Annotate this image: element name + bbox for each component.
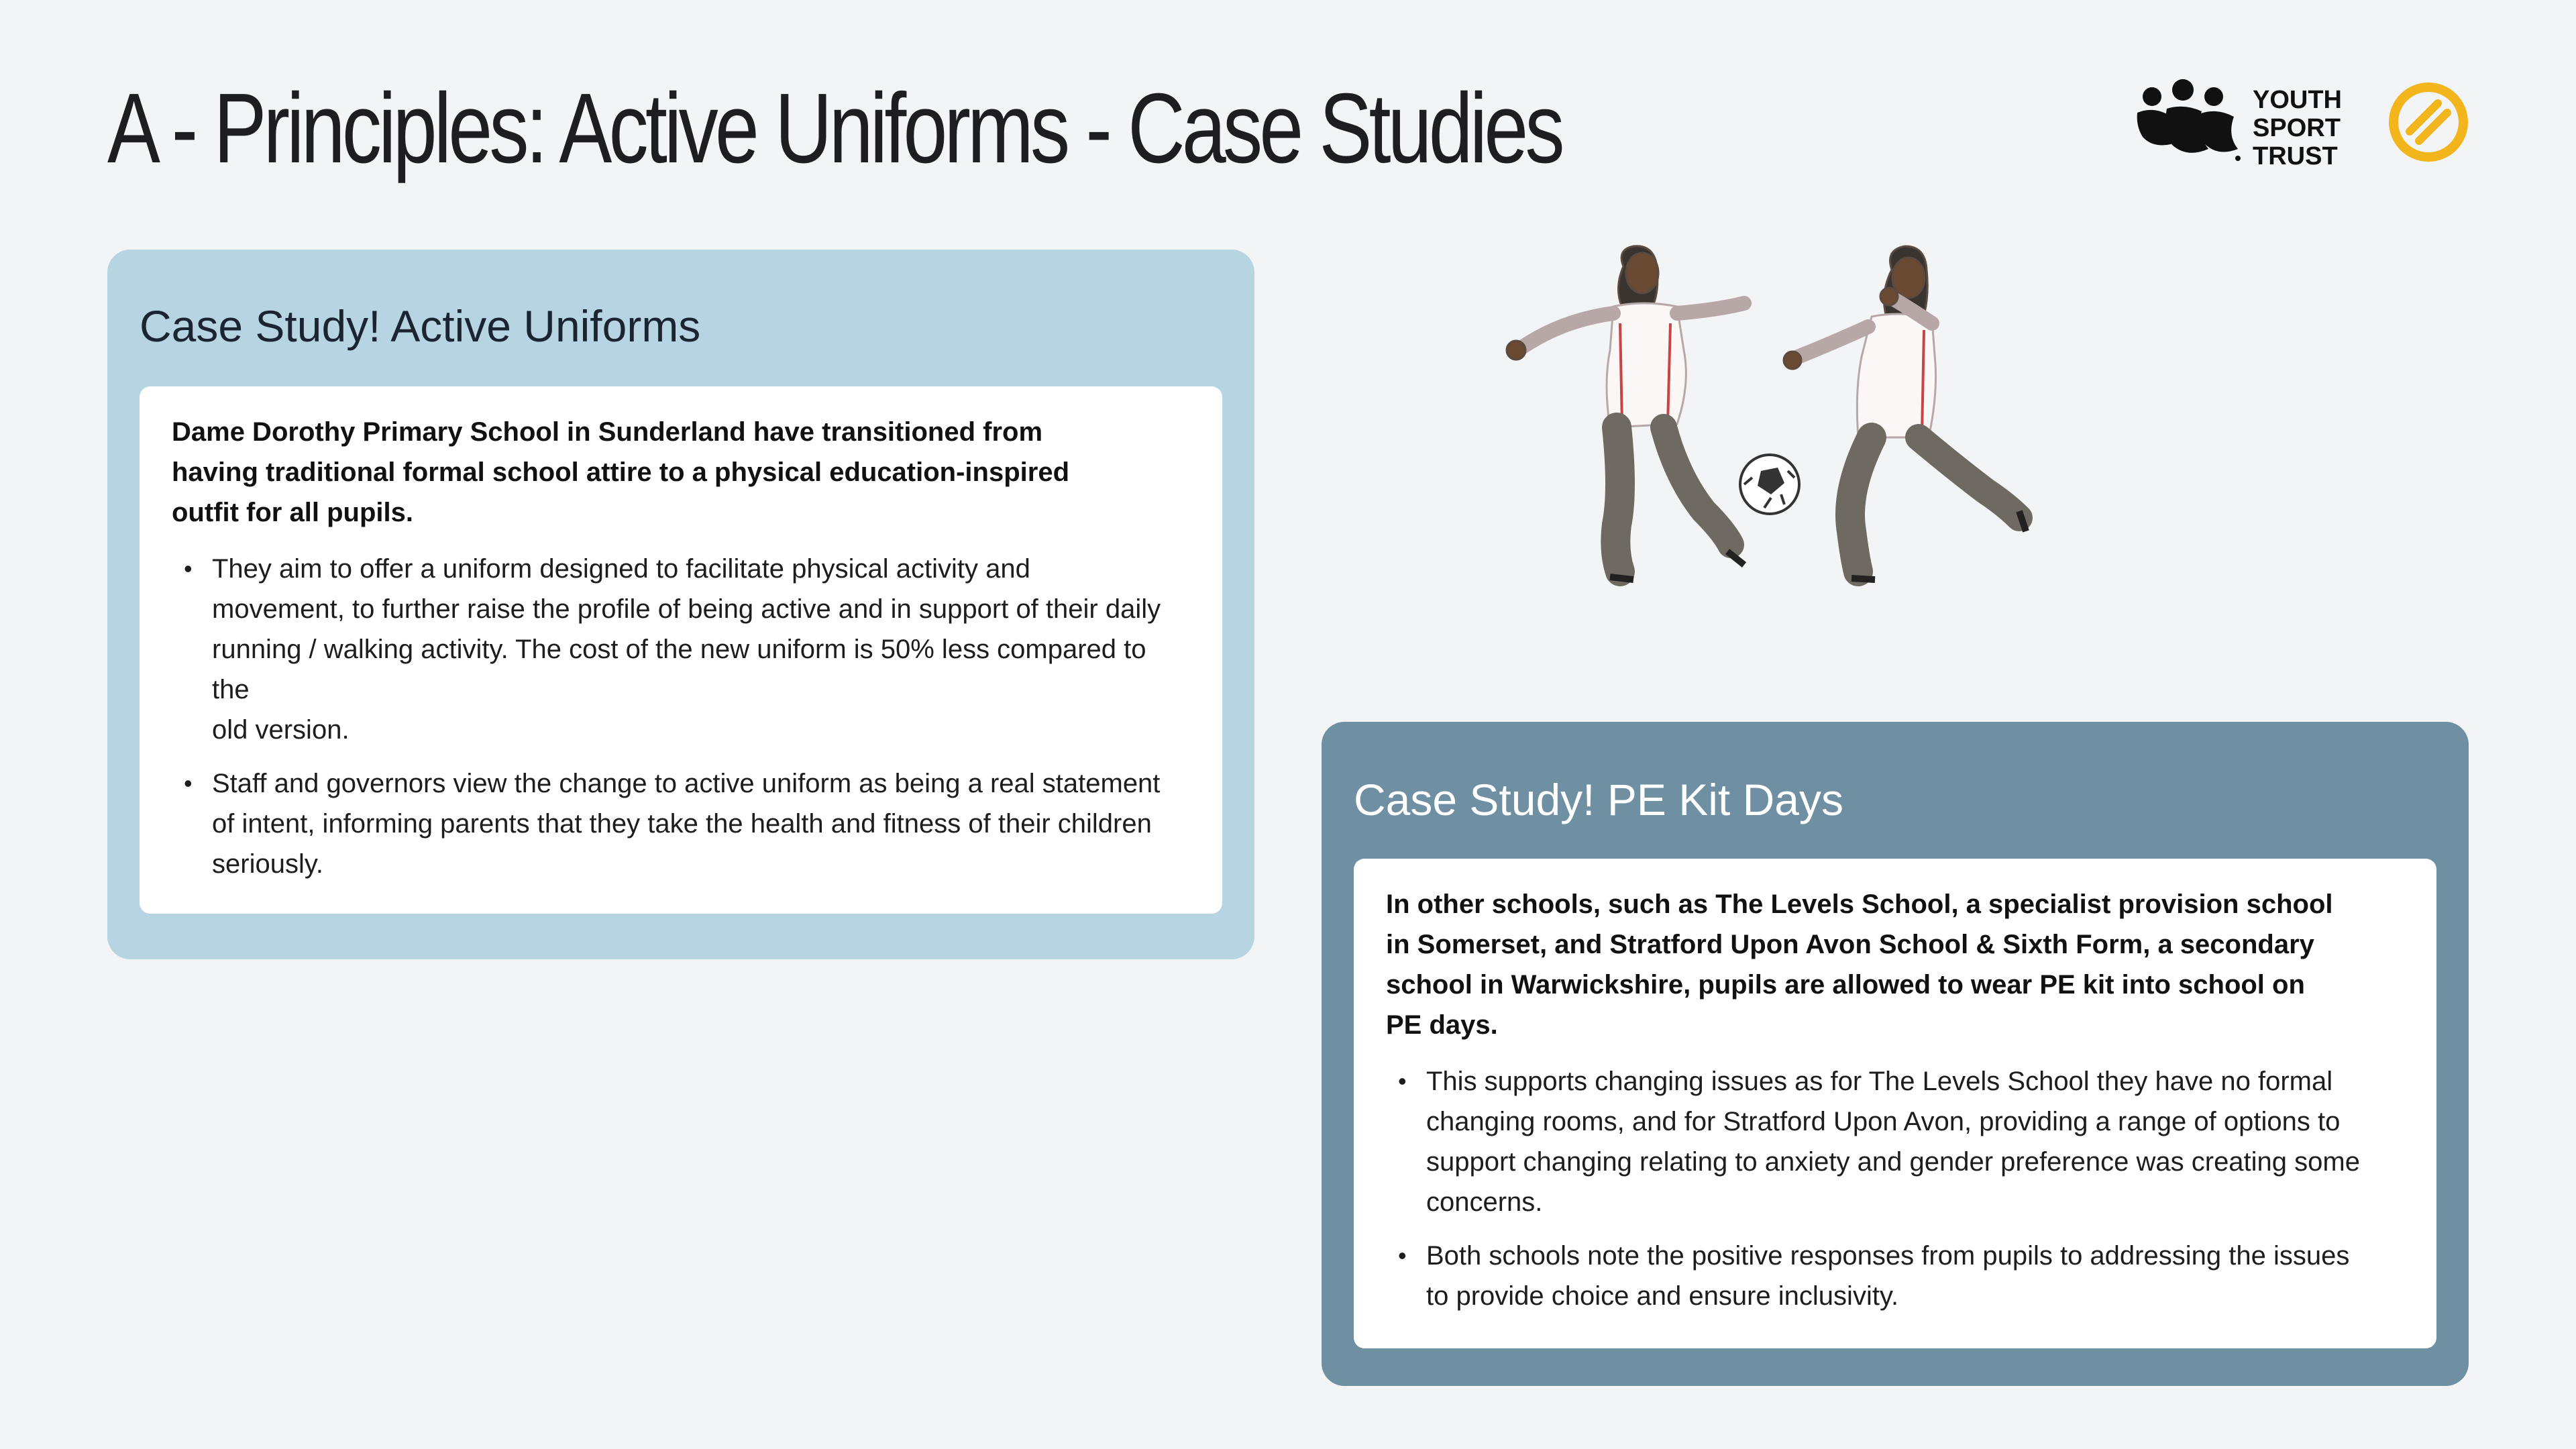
- page-title: A - Principles: Active Uniforms - Case Studies: [107, 73, 1562, 184]
- list-item: [1386, 1236, 2379, 1316]
- logo-text-trust: TRUST: [2253, 142, 2338, 170]
- case-study-2-heading: Case Study! PE Kit Days: [1354, 775, 1843, 824]
- child-2-figure: [1784, 246, 2026, 580]
- case-study-2-lead: In other schools, such as The Levels School, a specialist provision school in Somerset, and Stratford Upon Avon School & Sixth Form, a secondary school in Warwickshire, pupils are allowed to wear PE kit into school on PE days.: [1386, 890, 2333, 1040]
- case-study-1-bullet-1-tail: old version.: [212, 715, 350, 745]
- case-study-pe-kit-days-panel: [1322, 722, 2469, 1386]
- bullet-icon: •: [1398, 1242, 1407, 1269]
- case-study-1-lead: Dame Dorothy Primary School in Sunderland have transitioned from having traditional formal school attire to a physical education-inspired outfit for all pupils.: [172, 417, 1070, 527]
- brand-circle-logo-icon: [2388, 82, 2469, 162]
- list-item: [172, 763, 1165, 884]
- logo-text-sport: SPORT: [2253, 114, 2341, 142]
- case-study-1-bullet-1: They aim to offer a uniform designed to facilitate physical activity and movement, to further raise the profile of being active and in support of their daily running / walking activity. The cost of the new uniform is 50% less compared to the: [212, 554, 1161, 704]
- youth-sport-trust-figures-icon: [2133, 79, 2247, 166]
- list-item: [1386, 1061, 2379, 1222]
- youth-sport-trust-logo: [2133, 79, 2342, 170]
- case-study-1-bullets: [172, 549, 1190, 884]
- list-item: [172, 549, 1165, 750]
- case-study-2-bullet-2: Both schools note the positive responses from pupils to addressing the issues to provide choice and ensure inclusivity.: [1426, 1241, 2350, 1311]
- case-study-1-heading: Case Study! Active Uniforms: [140, 301, 701, 351]
- case-study-active-uniforms-panel: [107, 250, 1254, 959]
- two-children-playing-football-drawing-icon: [1449, 236, 2053, 652]
- bullet-icon: •: [184, 769, 193, 797]
- bullet-icon: •: [1398, 1067, 1407, 1095]
- case-study-2-card: [1354, 859, 2436, 1348]
- bullet-icon: •: [184, 555, 193, 582]
- child-1-figure: [1507, 246, 1744, 580]
- case-study-1-bullet-2: Staff and governors view the change to active uniform as being a real statement of intent, informing parents that they take the health and fitness of their children seriously.: [212, 769, 1161, 879]
- football-icon: [1740, 455, 1799, 514]
- logo-text-youth: YOUTH: [2253, 86, 2342, 114]
- case-study-1-card: [140, 386, 1222, 914]
- case-study-2-bullets: [1386, 1061, 2404, 1316]
- case-study-2-bullet-1: This supports changing issues as for The Levels School they have no formal changing rooms, and for Stratford Upon Avon, providing a range of options to support changing relating to anxiety and gender preference was creating some concerns.: [1426, 1067, 2360, 1217]
